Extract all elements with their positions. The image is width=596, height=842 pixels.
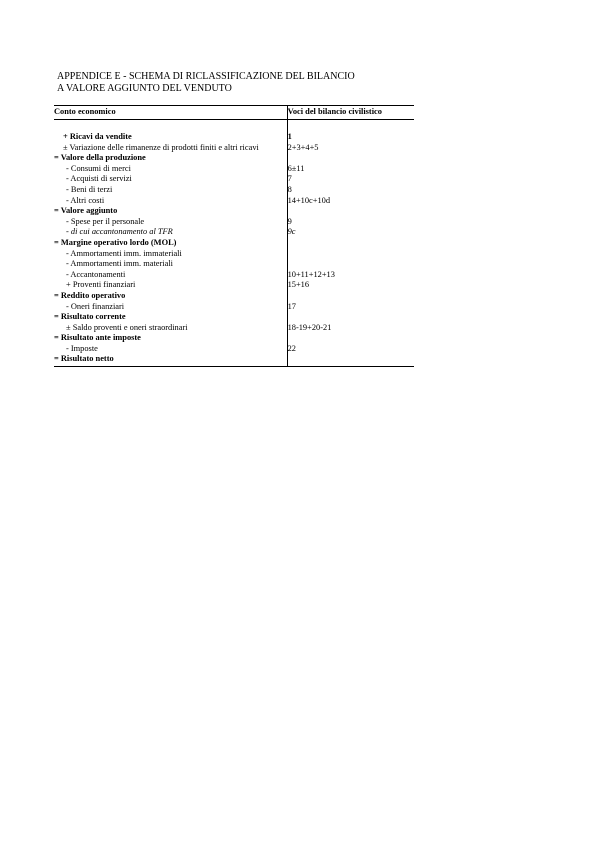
row-value: 15+16 <box>287 280 414 291</box>
table-row <box>54 238 414 249</box>
row-label: - Spese per il personale <box>66 216 145 226</box>
table-row <box>54 312 414 323</box>
row-value: 17 <box>287 302 414 313</box>
row-value <box>287 206 414 217</box>
row-label: + Proventi finanziari <box>66 280 136 290</box>
table-row <box>54 280 414 291</box>
row-label: - Accantonamenti <box>66 269 126 279</box>
row-label: - di cui accantonamento al TFR <box>66 227 173 237</box>
table-row <box>54 227 414 238</box>
header-voci-bilancio: Voci del bilancio civilistico <box>287 106 414 120</box>
row-value: 14+10c+10d <box>287 196 414 207</box>
row-label: - Oneri finanziari <box>66 301 125 311</box>
row-value: 10+11+12+13 <box>287 270 414 281</box>
row-value <box>287 291 414 302</box>
row-label: = Risultato corrente <box>54 312 126 322</box>
page-title <box>57 71 355 95</box>
table-row <box>54 354 414 366</box>
table-row <box>54 323 414 334</box>
row-value: 1 <box>287 132 414 143</box>
row-value <box>287 333 414 344</box>
table-row <box>54 217 414 228</box>
table-row <box>54 143 414 154</box>
row-label: = Valore aggiunto <box>54 206 118 216</box>
row-label: = Reddito operativo <box>54 290 126 300</box>
table-row <box>54 291 414 302</box>
row-label: + Ricavi da vendite <box>63 132 132 141</box>
row-value: 8 <box>287 185 414 196</box>
row-label: - Ammortamenti imm. materiali <box>66 259 173 269</box>
row-value <box>287 153 414 164</box>
row-label: - Consumi di merci <box>66 163 131 173</box>
table-row <box>54 270 414 281</box>
title-line-1: APPENDICE E - SCHEMA DI RICLASSIFICAZIONE DEL BILANCIO <box>57 71 355 82</box>
table-row <box>54 174 414 185</box>
title-line-2: A VALORE AGGIUNTO DEL VENDUTO <box>57 83 232 94</box>
table-row <box>54 196 414 207</box>
row-value <box>287 238 414 249</box>
header-conto-economico: Conto economico <box>54 106 287 120</box>
reclassification-table <box>54 105 414 367</box>
row-value <box>287 354 414 366</box>
row-label: - Acquisti di servizi <box>66 174 132 184</box>
row-value: 6±11 <box>287 164 414 175</box>
row-value: 9c <box>287 227 414 238</box>
table-body <box>54 120 414 367</box>
row-label: ± Variazione delle rimanenze di prodotti finiti e altri ricavi <box>63 142 259 152</box>
table-row <box>54 259 414 270</box>
table-row <box>54 153 414 164</box>
table-header-row <box>54 106 414 120</box>
table-row <box>54 164 414 175</box>
row-value: 9 <box>287 217 414 228</box>
row-label: - Imposte <box>66 343 98 353</box>
row-label: = Risultato netto <box>54 354 114 364</box>
table-row <box>54 185 414 196</box>
row-value <box>287 259 414 270</box>
row-label: ± Saldo proventi e oneri straordinari <box>66 322 188 332</box>
row-value <box>287 312 414 323</box>
row-value: 18-19+20-21 <box>287 323 414 334</box>
row-label: - Altri costi <box>66 195 105 205</box>
table-spacer-row <box>54 120 414 133</box>
table-row <box>54 333 414 344</box>
table-row <box>54 344 414 355</box>
row-value: 7 <box>287 174 414 185</box>
row-label: = Risultato ante imposte <box>54 333 141 343</box>
row-label: = Margine operativo lordo (MOL) <box>54 237 177 247</box>
row-value: 2+3+4+5 <box>287 143 414 154</box>
table-row <box>54 249 414 260</box>
row-label: = Valore della produzione <box>54 153 146 163</box>
table-row <box>54 206 414 217</box>
table-row <box>54 302 414 313</box>
table-row <box>54 132 414 143</box>
row-label: - Ammortamenti imm. immateriali <box>66 248 182 258</box>
row-value: 22 <box>287 344 414 355</box>
row-label: - Beni di terzi <box>66 184 113 194</box>
row-value <box>287 249 414 260</box>
